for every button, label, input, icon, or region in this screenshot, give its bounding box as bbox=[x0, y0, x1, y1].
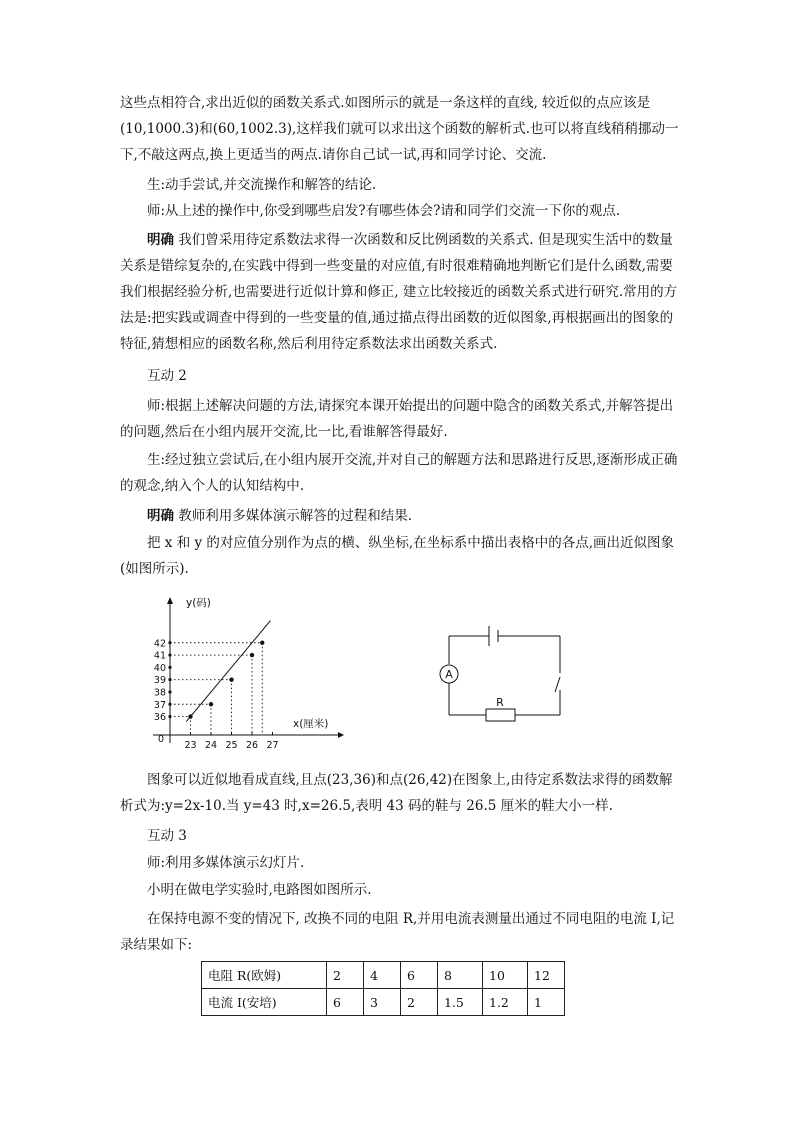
fit-line bbox=[186, 621, 270, 722]
x-tick-label: 27 bbox=[266, 740, 279, 751]
paragraph-student-reflect: 生:经过独立尝试后,在小组内展开交流,并对自己的解题方法和思路进行反思,逐渐形成正确的观念,纳入个人的认知结构中. bbox=[120, 452, 678, 494]
data-point bbox=[250, 653, 254, 657]
table-row-header: 电阻 R(欧姆) bbox=[202, 962, 327, 989]
x-tick-label: 25 bbox=[225, 740, 238, 751]
ammeter-label: A bbox=[445, 668, 453, 681]
section-heading-interaction-3: 互动 3 bbox=[147, 828, 187, 844]
data-point bbox=[260, 641, 264, 645]
origin-label: 0 bbox=[157, 734, 164, 745]
table-cell: 1.2 bbox=[483, 989, 528, 1016]
data-point bbox=[209, 702, 213, 706]
table-cell: 1.5 bbox=[438, 989, 483, 1016]
clarify-text: 我们曾采用待定系数法求得一次函数和反比例函数的关系式. 但是现实生活中的数量关系是错综复杂的,在实践中得到一些变量的对应值,有时很难精确地判断它们是什么函数,需要我们根据经验分析,也需要进行近似计算和修正, 建立比较接近的函数关系式进行研究.常用的方法是:把实践或调查中得到的一些变量的值,通过描点得出函数的近似图象,再根据画出的图象的特征,猜想相应的函数名称,然后利用待定系数法求出函数关系式. bbox=[120, 232, 678, 352]
paragraph-teacher-explore: 师:根据上述解决问题的方法,请探究本课开始提出的问题中隐含的函数关系式,并解答提出的问题,然后在小组内展开交流,比一比,看谁解答得最好. bbox=[120, 398, 674, 440]
y-tick-label: 38 bbox=[153, 687, 166, 699]
y-tick-label: 37 bbox=[153, 699, 166, 711]
paragraph-teacher-question: 师:从上述的操作中,你受到哪些启发?有哪些体会?请和同学们交流一下你的观点. bbox=[147, 203, 621, 219]
paragraph-student-try: 生:动手尝试,并交流操作和解答的结论. bbox=[147, 177, 377, 193]
data-point bbox=[229, 677, 233, 681]
y-tick-label: 40 bbox=[153, 662, 166, 674]
x-tick-label: 23 bbox=[184, 740, 197, 751]
paragraph-teacher-slides: 师:利用多媒体演示幻灯片. bbox=[147, 855, 305, 871]
y-tick-label: 39 bbox=[153, 675, 166, 687]
x-axis-arrow bbox=[338, 732, 344, 738]
x-tick-label: 24 bbox=[204, 740, 218, 751]
data-point bbox=[188, 714, 192, 718]
resistance-current-table bbox=[201, 961, 565, 1016]
table-cell: 3 bbox=[364, 989, 401, 1016]
clarify-demo-text: 教师利用多媒体演示解答的过程和结果. bbox=[174, 508, 413, 524]
resistor-label: R bbox=[496, 696, 504, 709]
table-cell: 2 bbox=[327, 962, 364, 989]
paragraph-circuit-intro: 小明在做电学实验时,电路图如图所示. bbox=[147, 882, 372, 898]
y-tick-label: 36 bbox=[153, 712, 166, 724]
y-tick bbox=[168, 690, 171, 693]
shoe-size-chart bbox=[148, 590, 348, 755]
table-row-header: 电流 I(安培) bbox=[202, 989, 327, 1016]
clarify-label-2: 明确 bbox=[147, 508, 174, 524]
y-tick-label: 42 bbox=[153, 638, 166, 650]
table-cell: 6 bbox=[401, 962, 438, 989]
table-row bbox=[202, 962, 565, 989]
paragraph-approx-points: 这些点相符合,求出近似的函数关系式.如图所示的就是一条这样的直线, 较近似的点应该是(10,1000.3)和(60,1002.3),这样我们就可以求出这个函数的解析式.也可以将直线稍稍挪动一下,不敲这两点,换上更适当的两点.请你自己试一试,再和同学讨论、交流. bbox=[120, 95, 679, 163]
section-heading-interaction-2: 互动 2 bbox=[147, 368, 187, 384]
resistor-box bbox=[486, 709, 515, 721]
paragraph-resistance-experiment: 在保持电源不变的情况下, 改换不同的电阻 R,并用电流表测量出通过不同电阻的电流 I,记录结果如下: bbox=[120, 911, 675, 953]
table-cell: 4 bbox=[364, 962, 401, 989]
table-cell: 10 bbox=[483, 962, 528, 989]
circuit-diagram bbox=[430, 615, 585, 730]
switch-blade bbox=[555, 677, 560, 692]
table-cell: 1 bbox=[528, 989, 565, 1016]
table-cell: 12 bbox=[528, 962, 565, 989]
y-axis-arrow bbox=[167, 597, 173, 604]
table-cell: 6 bbox=[327, 989, 364, 1016]
table-cell: 8 bbox=[438, 962, 483, 989]
paragraph-clarify-method bbox=[120, 227, 680, 357]
x-tick-label: 26 bbox=[245, 740, 259, 751]
table-row bbox=[202, 989, 565, 1016]
y-tick-label: 41 bbox=[153, 650, 166, 662]
paragraph-clarify-demo bbox=[120, 503, 680, 529]
clarify-label: 明确 bbox=[147, 232, 174, 248]
paragraph-graph-analysis: 图象可以近似地看成直线,且点(23,36)和点(26,42)在图象上,由待定系数法求得的函数解析式为:y=2x-10.当 y=43 时,x=26.5,表明 43 码的鞋与 26.5 厘米的鞋大小一样. bbox=[120, 772, 673, 814]
y-tick bbox=[168, 666, 171, 669]
table-cell: 2 bbox=[401, 989, 438, 1016]
paragraph-plot-instructions: 把 x 和 y 的对应值分别作为点的横、纵坐标,在坐标系中描出表格中的各点,画出近似图象(如图所示). bbox=[120, 535, 674, 577]
x-axis-label: x(厘米) bbox=[293, 718, 329, 730]
y-axis-label: y(码) bbox=[186, 597, 211, 609]
